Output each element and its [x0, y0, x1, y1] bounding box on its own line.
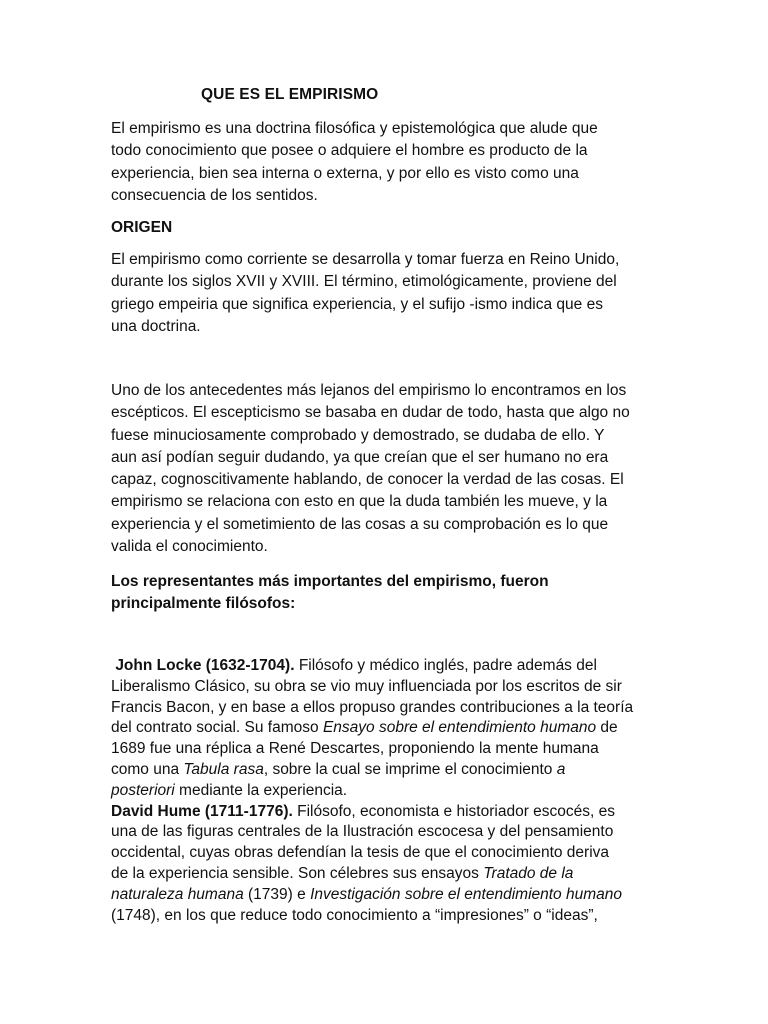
- text-line: empirismo se relaciona con esto en que la duda también les mueve, y la: [111, 493, 608, 511]
- locke-paragraph: [111, 656, 671, 926]
- text-line: El empirismo es una doctrina filosófica y epistemológica que alude que: [111, 120, 598, 137]
- text-line: una doctrina.: [111, 317, 201, 335]
- text-line: escépticos. El escepticismo se basaba en dudar de todo, hasta que algo no: [111, 404, 630, 422]
- text-line: [111, 760, 671, 781]
- text-line: occidental, cuyas obras defendían la tesis de que el conocimiento deriva: [111, 844, 610, 862]
- text-line: Uno de los antecedentes más lejanos del empirismo lo encontramos en los: [111, 382, 627, 399]
- origen-heading: ORIGEN: [111, 219, 173, 236]
- text-line: El empirismo como corriente se desarrolla y tomar fuerza en Reino Unido,: [111, 251, 620, 268]
- text-run: como una: [111, 760, 184, 778]
- text-line: Los representantes más importantes del empirismo, fueron: [111, 573, 549, 590]
- text-run-italic: Ensayo sobre el entendimiento humano: [322, 719, 597, 737]
- text-run: Filósofo, economista e historiador escocés, es: [292, 802, 616, 820]
- intro-paragraph: [111, 118, 671, 207]
- text-run-italic: a: [556, 760, 566, 778]
- text-line: experiencia, bien sea interna o externa, y por ello es visto como una: [111, 164, 579, 182]
- text-run: del contrato social. Su famoso: [111, 719, 323, 737]
- text-line: fuese minuciosamente comprobado y demostrado, se dudaba de ello. Y: [111, 426, 605, 444]
- text-line: experiencia y el sometimiento de las cosas a su comprobación es lo que: [111, 515, 609, 533]
- text-line: 1689 fue una réplica a René Descartes, proponiendo la mente humana: [111, 740, 599, 758]
- text-run-italic: Tabula rasa: [183, 760, 264, 778]
- text-run: de la experiencia sensible. Son célebres sus ensayos: [111, 864, 484, 882]
- text-run: de: [596, 719, 618, 737]
- text-line: aun así podían seguir dudando, ya que creían que el ser humano no era: [111, 448, 609, 466]
- text-line: Francis Bacon, y en base a ellos propuso grandes contribuciones a la teoría: [111, 698, 634, 716]
- antecedentes-paragraph: [111, 380, 671, 558]
- text-run: Filósofo y médico inglés, padre además del: [294, 657, 597, 674]
- text-line: [111, 656, 671, 677]
- text-run-italic: posteriori: [111, 781, 175, 799]
- representantes-heading: [111, 571, 671, 616]
- origen-paragraph: [111, 249, 671, 338]
- text-line: [111, 718, 671, 739]
- text-line: [111, 885, 671, 906]
- locke-name: John Locke (1632-1704).: [115, 657, 295, 674]
- text-line: todo conocimiento que posee o adquiere el hombre es producto de la: [111, 142, 588, 160]
- text-run-italic: naturaleza humana: [111, 885, 244, 903]
- text-line: griego empeiria que significa experiencia, y el sufijo -ismo indica que es: [111, 295, 603, 313]
- text-line: capaz, cognoscitivamente hablando, de conocer la verdad de las cosas. El: [111, 471, 624, 489]
- text-line: [111, 802, 671, 823]
- hume-name: David Hume (1711-1776).: [111, 802, 293, 820]
- text-line: valida el conocimiento.: [111, 538, 268, 556]
- text-line: consecuencia de los sentidos.: [111, 186, 318, 204]
- text-line: Liberalismo Clásico, su obra se vio muy influenciada por los escritos de sir: [111, 677, 622, 695]
- text-line: durante los siglos XVII y XVIII. El término, etimológicamente, proviene del: [111, 273, 617, 291]
- text-run-italic: Investigación sobre el entendimiento humano: [310, 885, 623, 903]
- text-run: , sobre la cual se imprime el conocimiento: [263, 760, 557, 778]
- text-run-italic: Tratado de la: [483, 864, 574, 882]
- text-line: [111, 864, 671, 885]
- text-line: una de las figuras centrales de la Ilustración escocesa y del pensamiento: [111, 823, 614, 841]
- text-line: (1748), en los que reduce todo conocimiento a “impresiones” o “ideas”,: [111, 906, 598, 924]
- text-run: (1739) e: [243, 885, 311, 903]
- text-line: [111, 781, 671, 802]
- text-line: principalmente filósofos:: [111, 595, 296, 613]
- page-title: QUE ES EL EMPIRISMO: [201, 86, 379, 103]
- text-run: mediante la experiencia.: [174, 781, 348, 799]
